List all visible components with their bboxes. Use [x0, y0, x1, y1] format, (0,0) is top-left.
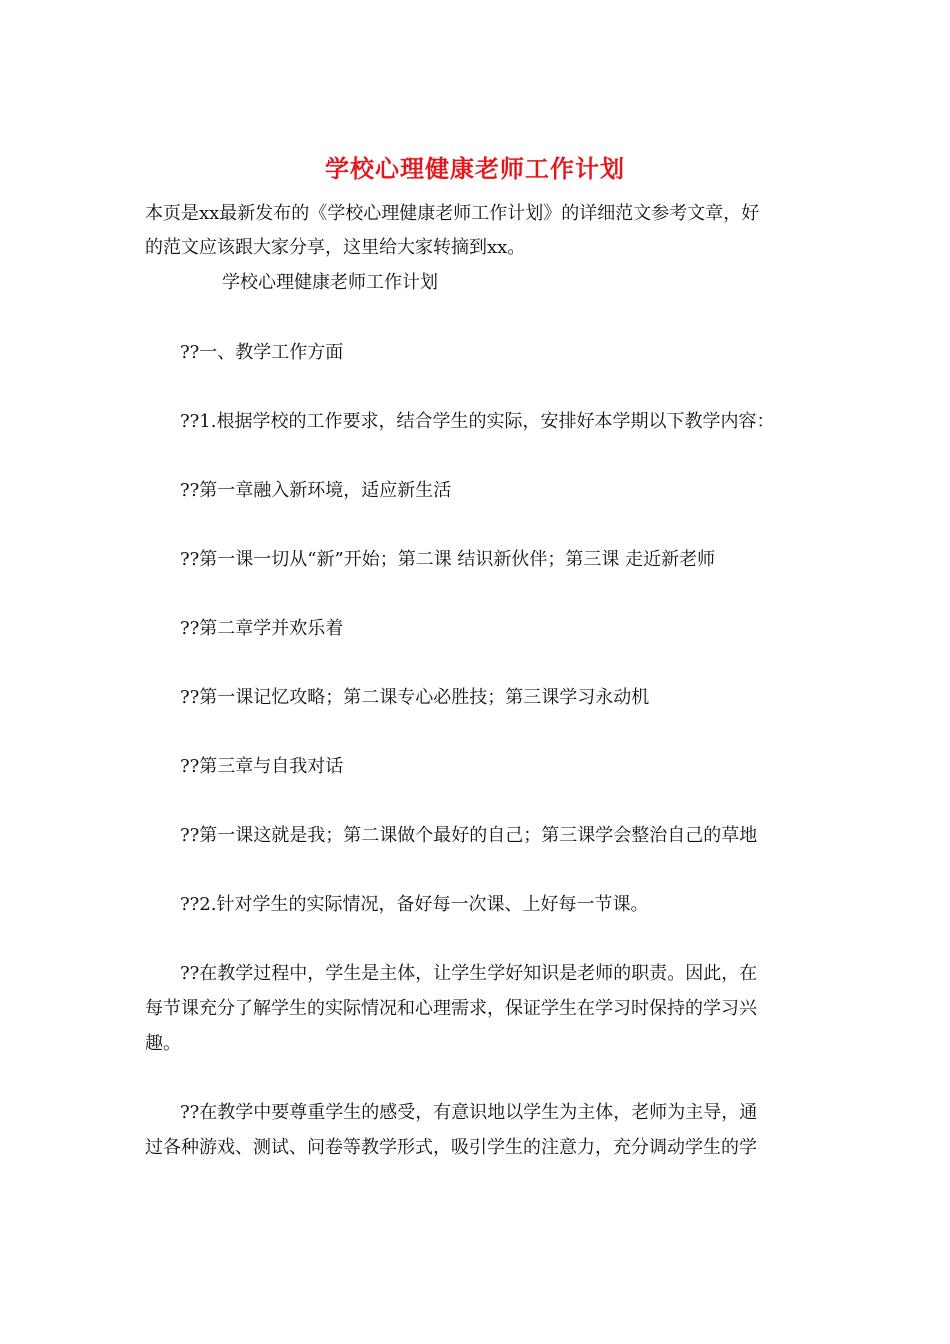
paragraph-line: ??在教学中要尊重学生的感受，有意识地以学生为主体，老师为主导，通 [180, 1102, 758, 1123]
paragraph-line: 每节课充分了解学生的实际情况和心理需求，保证学生在学习时保持的学习兴 [145, 998, 757, 1019]
paragraph-chapter-3-lessons: ??第一课这就是我；第二课做个最好的自己；第三课学会整治自己的草地 [180, 825, 758, 846]
intro-line-1: 本页是xx最新发布的《学校心理健康老师工作计划》的详细范文参考文章，好 [145, 203, 760, 224]
paragraph-chapter-2-lessons: ??第一课记忆攻略；第二课专心必胜技；第三课学习永动机 [180, 687, 650, 708]
intro-line-2: 的范文应该跟大家分享，这里给大家转摘到xx。 [145, 237, 526, 258]
paragraph-chapter-2: ??第二章学并欢乐着 [180, 618, 344, 639]
paragraph-item-1: ??1.根据学校的工作要求，结合学生的实际，安排好本学期以下教学内容： [180, 411, 775, 432]
document-subtitle: 学校心理健康老师工作计划 [222, 272, 438, 293]
document-title: 学校心理健康老师工作计划 [325, 154, 625, 183]
intro-paragraph [145, 197, 807, 265]
paragraph-respect-students [145, 1095, 807, 1165]
paragraph-line: 趣。 [145, 1033, 181, 1054]
paragraph-teaching-process [145, 956, 807, 1061]
paragraph-chapter-3: ??第三章与自我对话 [180, 756, 344, 777]
paragraph-chapter-1: ??第一章融入新环境，适应新生活 [180, 480, 452, 501]
paragraph-line: ??在教学过程中，学生是主体，让学生学好知识是老师的职责。因此，在 [180, 963, 758, 984]
paragraph-item-2: ??2.针对学生的实际情况，备好每一次课、上好每一节课。 [180, 894, 649, 915]
paragraph-chapter-1-lessons: ??第一课一切从“新”开始；第二课 结识新伙伴；第三课 走近新老师 [180, 549, 716, 570]
paragraph-teaching-heading: ??一、教学工作方面 [180, 342, 344, 363]
paragraph-line: 过各种游戏、测试、问卷等教学形式，吸引学生的注意力，充分调动学生的学 [145, 1137, 757, 1158]
